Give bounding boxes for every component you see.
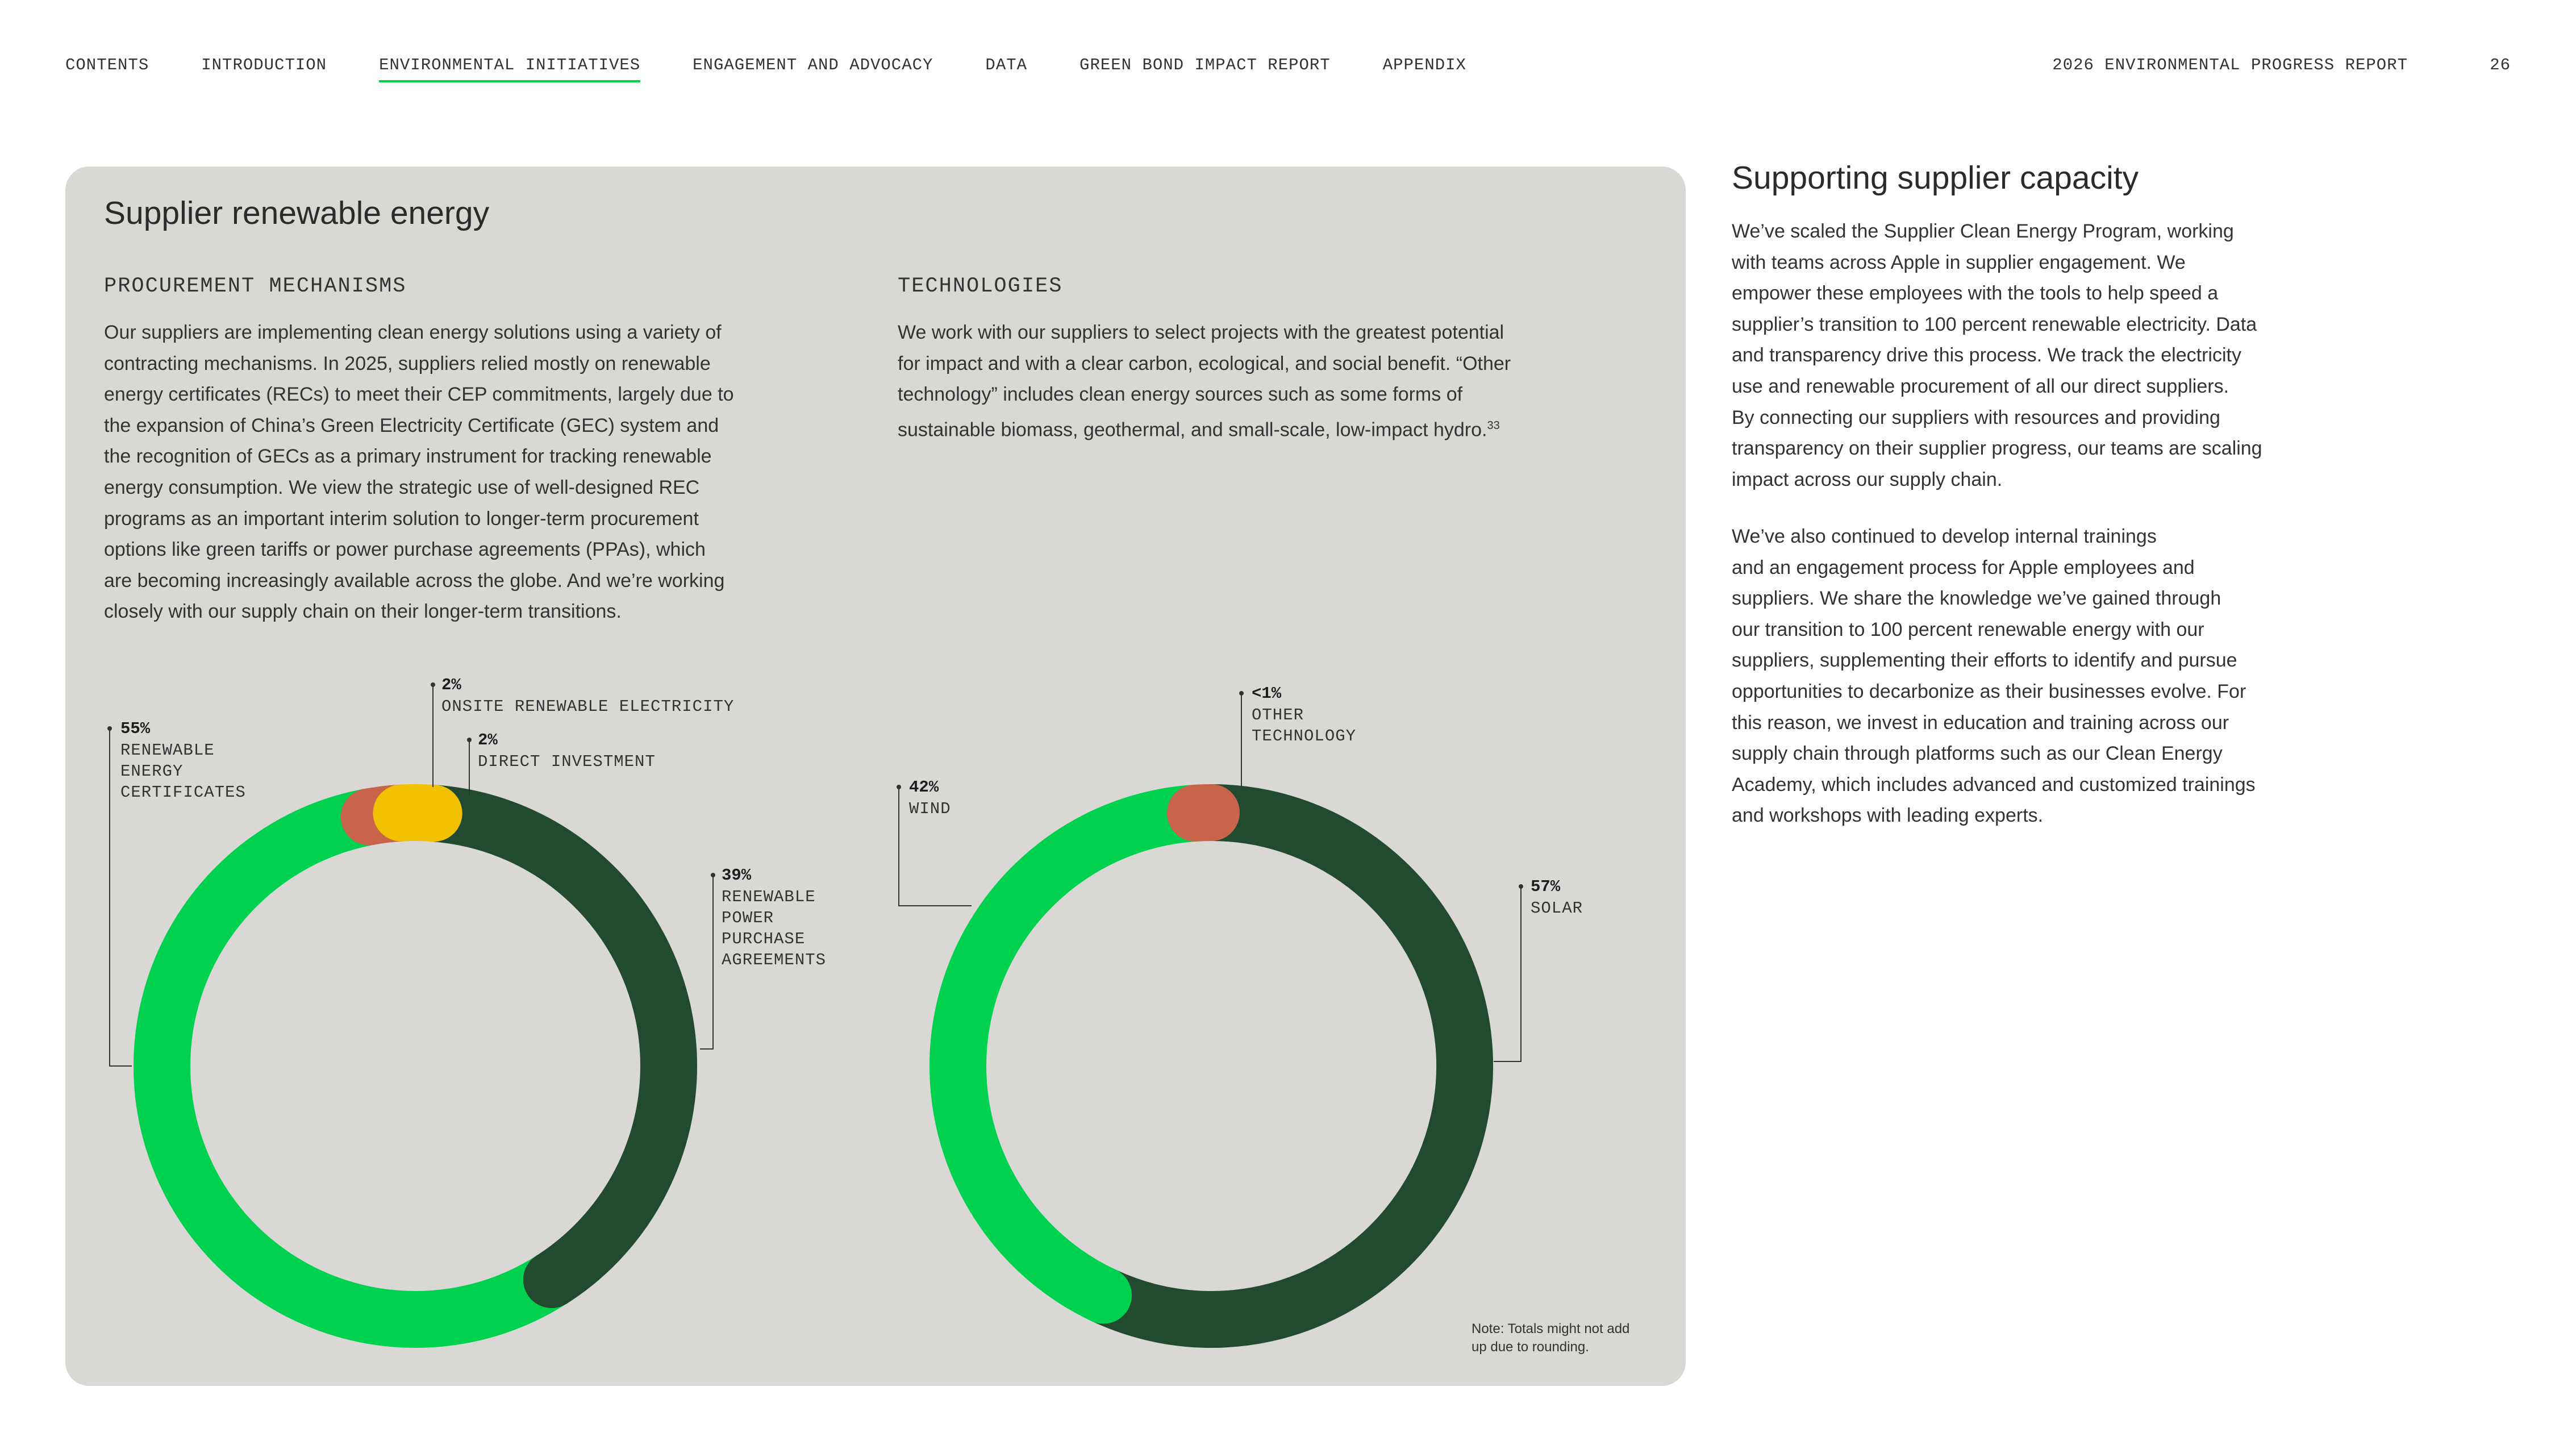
callout-pct-solar: 57% bbox=[1531, 877, 1561, 896]
callout-label-solar: SOLAR bbox=[1531, 899, 1583, 918]
donut-slice-solar bbox=[1103, 813, 1465, 1319]
rounding-note: Note: Totals might not add up due to rounding. bbox=[1472, 1321, 1630, 1355]
side-line: and workshops with leading experts. bbox=[1732, 805, 2044, 827]
footnote-ref: 33 bbox=[1487, 419, 1500, 432]
side-paragraph-2 bbox=[1732, 521, 2357, 831]
donut-slice-renewable-energy-certificates bbox=[162, 817, 552, 1319]
side-line: We’ve also continued to develop internal trainings bbox=[1732, 526, 2157, 547]
callout-label-renewable-power-purchase-agreements: RENEWABLE POWER PURCHASE AGREEMENTS bbox=[722, 888, 827, 969]
callout-pct-renewable-power-purchase-agreements: 39% bbox=[722, 866, 752, 885]
nav-appendix[interactable]: APPENDIX bbox=[1382, 56, 1466, 74]
procurement-line: the expansion of China’s Green Electricity Certificate (GEC) system and bbox=[104, 414, 719, 436]
callout-pct-other-technology: <1% bbox=[1252, 684, 1282, 703]
side-line: impact across our supply chain. bbox=[1732, 468, 2003, 490]
callout-pct-wind: 42% bbox=[909, 778, 939, 797]
technologies-line: for impact and with a clear carbon, ecological, and social benefit. “Other bbox=[898, 352, 1511, 374]
side-line: this reason, we invest in education and training across our bbox=[1732, 711, 2229, 734]
side-line: supplier’s transition to 100 percent renewable electricity. Data bbox=[1732, 313, 2257, 335]
procurement-line: are becoming increasingly available across the globe. And we’re working bbox=[104, 569, 725, 592]
leader-dot-other-technology bbox=[1239, 691, 1244, 696]
side-line: opportunities to decarbonize as their businesses evolve. For bbox=[1732, 680, 2246, 702]
leader-dot-direct-investment bbox=[467, 738, 472, 742]
side-line: empower these employees with the tools to help speed a bbox=[1732, 282, 2219, 305]
nav-introduction[interactable]: INTRODUCTION bbox=[201, 56, 327, 74]
side-line: Academy, which includes advanced and customized trainings bbox=[1732, 773, 2256, 796]
side-line: transparency on their supplier progress, our teams are scaling bbox=[1732, 438, 2262, 460]
leader-dot-renewable-power-purchase-agreements bbox=[711, 873, 715, 877]
page-number: 26 bbox=[2490, 56, 2511, 74]
leader-dot-renewable-energy-certificates bbox=[107, 726, 112, 731]
technologies-line: sustainable biomass, geothermal, and small-scale, low-impact hydro.$^{33}$ bbox=[898, 419, 1500, 441]
procurement-line: Our suppliers are implementing clean energy solutions using a variety of bbox=[104, 322, 722, 343]
callout-pct-direct-investment: 2% bbox=[478, 731, 498, 750]
procurement-line: the recognition of GECs as a primary instrument for tracking renewable bbox=[104, 445, 712, 468]
side-paragraph-1 bbox=[1732, 216, 2357, 495]
callout-pct-renewable-energy-certificates: 55% bbox=[120, 719, 151, 738]
side-line: supply chain through platforms such as our Clean Energy bbox=[1732, 743, 2223, 765]
panel-title: Supplier renewable energy bbox=[104, 195, 490, 231]
nav-environmental-initiatives[interactable]: ENVIRONMENTAL INITIATIVES bbox=[379, 56, 640, 82]
side-line: and an engagement process for Apple employees and bbox=[1732, 556, 2195, 578]
procurement-line: energy certificates (RECs) to meet their CEP commitments, largely due to bbox=[104, 384, 734, 406]
callout-label-direct-investment: DIRECT INVESTMENT bbox=[478, 752, 656, 771]
leader-dot-solar bbox=[1519, 884, 1523, 889]
side-line: We’ve scaled the Supplier Clean Energy Program, working bbox=[1732, 220, 2234, 242]
nav-engagement-advocacy[interactable]: ENGAGEMENT AND ADVOCACY bbox=[693, 56, 933, 74]
side-line: our transition to 100 percent renewable energy with our bbox=[1732, 618, 2204, 640]
side-line: with teams across Apple in supplier engagement. We bbox=[1732, 251, 2186, 273]
callout-label-other-technology: OTHER TECHNOLOGY bbox=[1252, 706, 1357, 746]
procurement-heading: PROCUREMENT MECHANISMS bbox=[104, 274, 407, 298]
callout-pct-onsite-renewable-electricity: 2% bbox=[441, 676, 461, 694]
leader-dot-onsite-renewable-electricity bbox=[431, 682, 435, 687]
donut-slice-wind bbox=[958, 813, 1195, 1296]
callout-label-renewable-energy-certificates: RENEWABLE ENERGY CERTIFICATES bbox=[120, 741, 246, 802]
procurement-line: energy consumption. We view the strategic use of well-designed REC bbox=[104, 476, 700, 498]
procurement-line: contracting mechanisms. In 2025, suppliers relied mostly on renewable bbox=[104, 352, 711, 374]
report-title: 2026 ENVIRONMENTAL PROGRESS REPORT bbox=[2052, 56, 2408, 74]
technologies-line: We work with our suppliers to select projects with the greatest potential bbox=[898, 322, 1504, 343]
leader-line-solar bbox=[1494, 886, 1521, 1061]
side-line: use and renewable procurement of all our direct suppliers. bbox=[1732, 375, 2229, 397]
leader-line-renewable-power-purchase-agreements bbox=[700, 875, 713, 1049]
side-line: suppliers, supplementing their efforts to identify and pursue bbox=[1732, 649, 2237, 672]
procurement-line: options like green tariffs or power purchase agreements (PPAs), which bbox=[104, 539, 706, 561]
side-line: By connecting our suppliers with resources and providing bbox=[1732, 406, 2220, 428]
side-line: suppliers. We share the knowledge we’ve gained through bbox=[1732, 588, 2221, 610]
nav-green-bond[interactable]: GREEN BOND IMPACT REPORT bbox=[1079, 56, 1331, 74]
technologies-heading: TECHNOLOGIES bbox=[898, 274, 1063, 298]
technologies-line: technology” includes clean energy sources such as some forms of bbox=[898, 384, 1463, 406]
nav-contents[interactable]: CONTENTS bbox=[65, 56, 149, 74]
side-line: and transparency drive this process. We track the electricity bbox=[1732, 344, 2241, 367]
side-title: Supporting supplier capacity bbox=[1732, 160, 2139, 196]
nav-data[interactable]: DATA bbox=[985, 56, 1028, 74]
callout-label-onsite-renewable-electricity: ONSITE RENEWABLE ELECTRICITY bbox=[441, 697, 735, 716]
procurement-line: closely with our supply chain on their longer-term transitions. bbox=[104, 601, 622, 623]
donut-slice-renewable-power-purchase-agreements bbox=[434, 813, 669, 1280]
callout-label-wind: WIND bbox=[909, 800, 951, 818]
leader-dot-wind bbox=[897, 785, 901, 789]
procurement-line: programs as an important interim solution to longer-term procurement bbox=[104, 507, 699, 530]
